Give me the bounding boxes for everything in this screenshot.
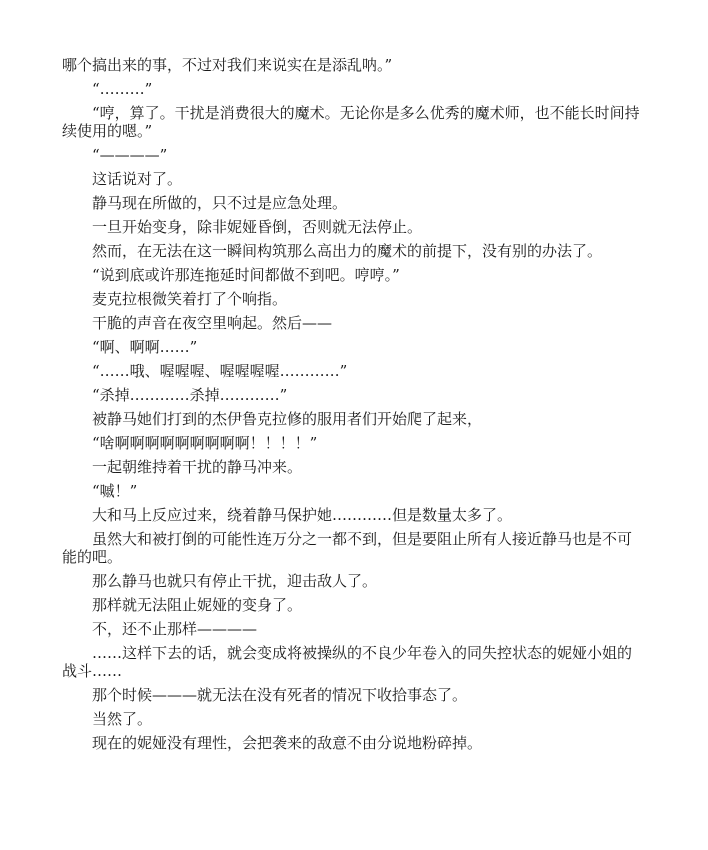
- paragraph: 那样就无法阻止妮娅的变身了。: [92, 596, 303, 614]
- paragraph: “啥啊啊啊啊啊啊啊啊啊！！！！”: [92, 434, 318, 452]
- paragraph: “啊、啊啊……”: [92, 338, 198, 356]
- paragraph: 哪个搞出来的事，不过对我们来说实在是添乱呐。”: [62, 56, 393, 74]
- paragraph: 麦克拉根微笑着打了个响指。: [92, 290, 288, 308]
- paragraph: 那个时候———就无法在没有死者的情况下收拾事态了。: [92, 686, 468, 704]
- paragraph: 干脆的声音在夜空里响起。然后——: [92, 314, 333, 332]
- document-page: [62, 56, 642, 758]
- paragraph: “说到底或许那连拖延时间都做不到吧。哼哼。”: [92, 266, 400, 284]
- paragraph: “嘁！”: [92, 482, 138, 500]
- paragraph: 大和马上反应过来，绕着静马保护她…………但是数量太多了。: [92, 506, 513, 524]
- paragraph: 那么静马也就只有停止干扰，迎击敌人了。: [92, 572, 378, 590]
- paragraph: “……哦、喔喔喔、喔喔喔喔…………”: [92, 362, 348, 380]
- paragraph: “————”: [92, 146, 168, 164]
- paragraph: “杀掉…………杀掉…………”: [92, 386, 288, 404]
- paragraph: 一旦开始变身，除非妮娅昏倒，否则就无法停止。: [92, 218, 423, 236]
- paragraph: 一起朝维持着干扰的静马冲来。: [92, 458, 303, 476]
- paragraph: 现在的妮娅没有理性，会把袭来的敌意不由分说地粉碎掉。: [92, 734, 483, 752]
- paragraph: ……这样下去的话，就会变成将被操纵的不良少年卷入的同失控状态的妮娅小姐的战斗……: [62, 644, 633, 680]
- paragraph: 这话说对了。: [92, 170, 183, 188]
- paragraph: 当然了。: [92, 710, 153, 728]
- paragraph: “………”: [92, 80, 153, 98]
- paragraph: 然而，在无法在这一瞬间构筑那么高出力的魔术的前提下，没有别的办法了。: [92, 242, 603, 260]
- paragraph: 虽然大和被打倒的可能性连万分之一都不到，但是要阻止所有人接近静马也是不可能的吧。: [62, 530, 633, 566]
- paragraph: 不，还不止那样————: [92, 620, 258, 638]
- paragraph: 静马现在所做的，只不过是应急处理。: [92, 194, 348, 212]
- paragraph: 被静马她们打到的杰伊鲁克拉修的服用者们开始爬了起来，: [92, 410, 483, 428]
- paragraph: “哼，算了。干扰是消费很大的魔术。无论你是多么优秀的魔术师，也不能长时间持续使用的嗯。”: [62, 104, 640, 140]
